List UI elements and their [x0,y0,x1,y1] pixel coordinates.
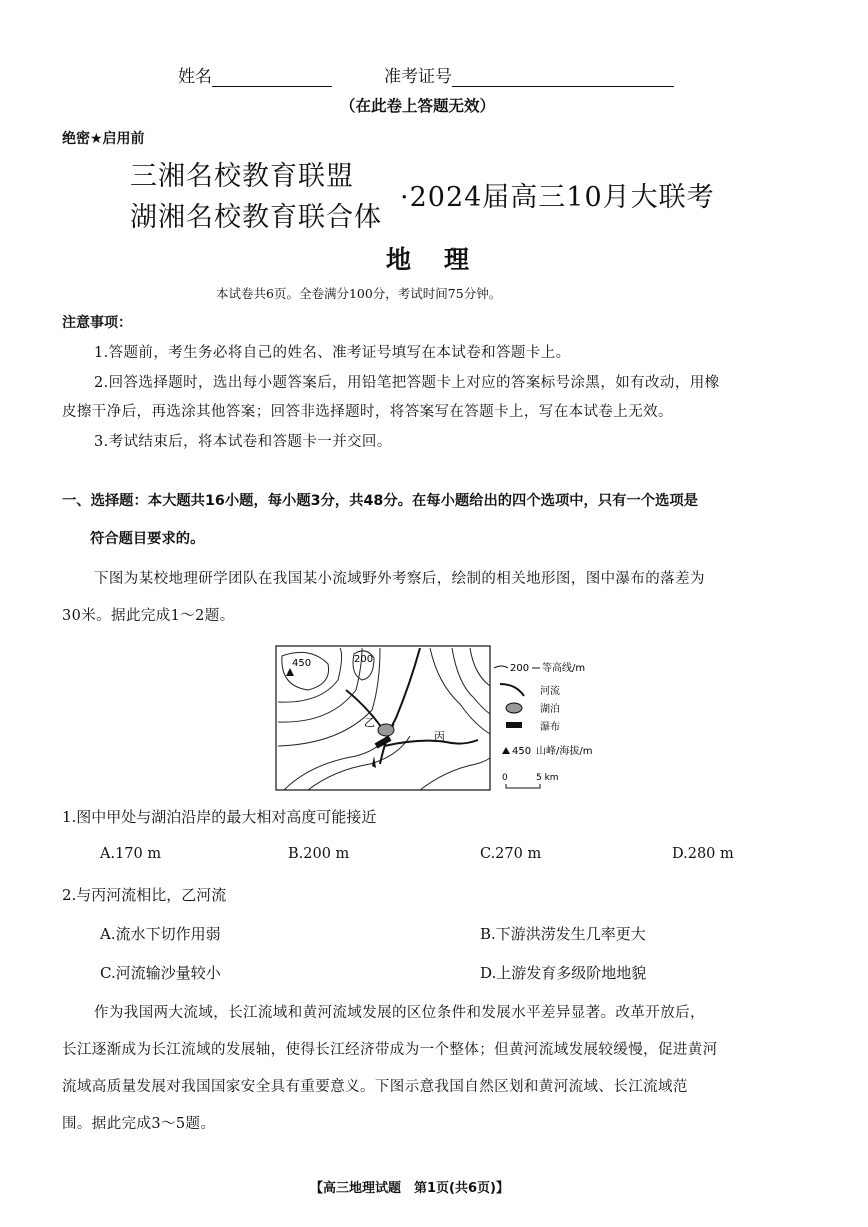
legend-contour-label: 等高线/m [542,663,586,674]
legend-contour-line [494,666,508,668]
name-label: 姓名 [178,67,212,87]
legend-lake-symbol [506,703,522,713]
notes-heading: 注意事项： [62,315,132,331]
topographic-map [270,644,620,794]
legend-waterfall-label: 瀑布 [540,722,560,733]
passage1-line2: 30米。据此完成1～2题。 [62,608,235,624]
legend-contour-value: 200 [510,663,530,674]
passage2-line4: 围。据此完成3～5题。 [62,1116,216,1132]
exam-title: ·2024届高三10月大联考 [400,182,715,213]
section-heading-cont: 符合题目要求的。 [90,531,205,547]
q1-option-c[interactable]: C.270 m [480,846,542,862]
waterfall [375,735,392,748]
contour-label-200: 200 [354,654,374,665]
title-line2: 湖湘名校教育联合体 [130,202,382,233]
river-bing [384,740,478,746]
section-heading: 一、选择题：本大题共16小题，每小题3分，共48分。在每小题给出的四个选项中，只有一个选项是 [62,493,698,509]
legend-peak-symbol [502,747,510,754]
river-main [380,648,420,764]
contour-line [284,724,394,790]
legend-scale-zero: 0 [502,773,508,783]
q2-option-c[interactable]: C.河流输沙量较小 [100,964,221,982]
note-item-1: 1.答题前，考生务必将自己的姓名、准考证号填写在本试卷和答题卡上。 [94,345,571,361]
q1-stem: 1.图中甲处与湖泊沿岸的最大相对高度可能接近 [62,808,377,826]
note-item-2a: 2.回答选择题时，选出每小题答案后，用铅笔把答题卡上对应的答案标号涂黑，如有改动，用橡 [94,375,720,391]
exam-id-blank[interactable] [452,68,674,87]
q2-option-a[interactable]: A.流水下切作用弱 [100,925,221,943]
legend-scale-bar [506,784,540,788]
exam-id-field[interactable] [384,62,674,87]
q1-option-a[interactable]: A.170 m [100,846,162,862]
exam-info: 本试卷共6页。全卷满分100分，考试时间75分钟。 [216,286,502,301]
passage2-line2: 长江逐渐成为长江流域的发展轴，使得长江经济带成为一个整体；但黄河流域发展较缓慢，促进黄河 [62,1042,718,1058]
passage2-line1: 作为我国两大流域，长江流域和黄河流域发展的区位条件和发展水平差异显著。改革开放后， [94,1005,705,1021]
contour-label-450: 450 [292,658,312,669]
q2-option-d[interactable]: D.上游发育多级阶地地貌 [480,964,647,982]
exam-id-label: 准考证号 [384,67,452,87]
invalid-note: （在此卷上答题无效） [340,97,496,115]
note-item-2b: 皮擦干净后，再选涂其他答案；回答非选择题时，将答案写在答题卡上，写在本试卷上无效。 [62,404,673,420]
subject-title: 地 理 [386,245,474,274]
legend-river-label: 河流 [540,686,560,697]
legend-peak-label: 山峰/海拔/m [536,746,593,757]
page-footer: 【高三地理试题 第1页(共6页)】 [310,1181,509,1196]
peak-marker [286,668,294,676]
secret-label: 绝密★启用前 [62,131,145,147]
name-blank[interactable] [212,68,332,87]
lake [378,724,394,736]
legend-waterfall-symbol [506,722,522,728]
legend-river-symbol [500,684,524,696]
label-yi: 乙 [364,716,375,729]
contour-line [430,648,490,734]
legend-scale-km: 5 km [536,773,559,783]
contour-line [470,648,490,686]
label-bing: 丙 [434,730,445,743]
legend-peak-value: 450 [512,746,532,757]
name-field[interactable] [178,62,332,87]
contour-line [420,758,490,790]
legend-lake-label: 湖泊 [540,704,560,715]
q1-option-d[interactable]: D.280 m [672,846,734,862]
q2-option-b[interactable]: B.下游洪涝发生几率更大 [480,925,646,943]
title-line1: 三湘名校教育联盟 [130,161,354,192]
q1-option-b[interactable]: B.200 m [288,846,350,862]
note-item-3: 3.考试结束后，将本试卷和答题卡一并交回。 [94,434,392,450]
q2-stem: 2.与丙河流相比，乙河流 [62,886,227,904]
passage1-line1: 下图为某校地理研学团队在我国某小流域野外考察后，绘制的相关地形图，图中瀑布的落差为 [94,571,705,587]
passage2-line3: 流域高质量发展对我国国家安全具有重要意义。下图示意我国自然区划和黄河流域、长江流域范 [62,1079,688,1095]
